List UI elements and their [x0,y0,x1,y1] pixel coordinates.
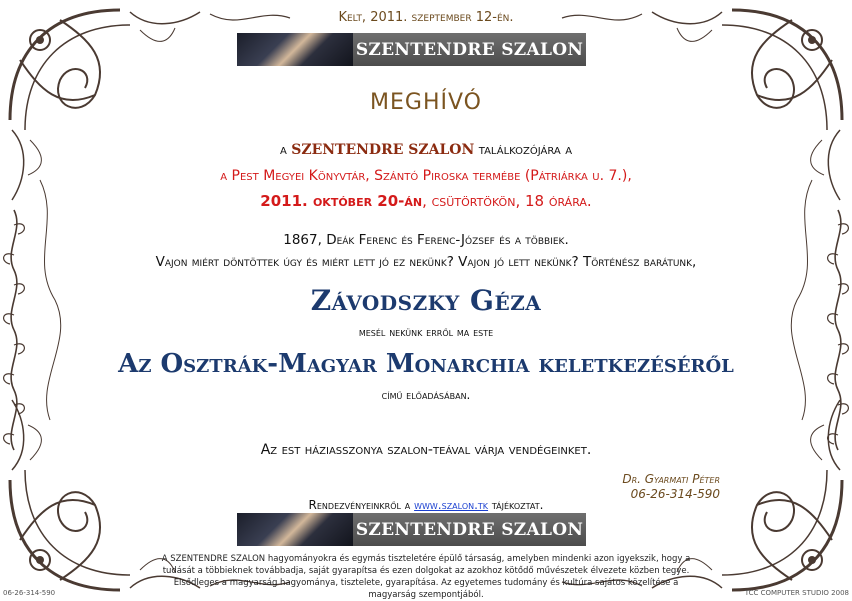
lecture-suffix: című előadásában. [381,388,471,402]
intro-line-2: Vajon miért döntöttek úgy és miért lett jó ez nekünk? Vajon jó lett nekünk? Történész barátunk, [155,254,697,270]
society-description: A SZENTENDRE SZALON hagyományokra és egymás tiszteletére épülő társaság, amelyben mindenki azon igyekszik, hogy a tudását a többieknek továbbadja, saját gyarapítsa és ezen dolgokat az azokhoz kötődő művészetek élvezete közben tegye. Elsődleges a magyarság hagyománya, tisztelete, gyarapítása. Az egyetemes tudomány és kultúra sajátos közelítése a magyarság szempontjából. [161,554,691,600]
hostess-note: Az est háziasszonya szalon-teával várja vendégeinket. [260,442,592,458]
handshake-photo [237,33,353,66]
banner-text: SZENTENDRE SZALON [355,39,584,60]
handshake-photo [237,513,353,546]
info-line [0,498,852,512]
lecture-topic: Az Osztrák-Magyar Monarchia keletkezéséről [118,349,734,379]
speaker-intro: mesél nekünk erről ma este [358,325,494,339]
invite-line-1 [0,142,852,158]
invitation-title: MEGHÍVÓ [370,90,482,115]
info-pre: Rendezvényeinkről a [308,498,411,512]
brand-banner-top [237,33,586,66]
event-datetime [0,192,852,210]
intro-line-1: 1867, Deák Ferenc és Ferenc-József és a többiek. [283,232,569,248]
invite-line-1-post: találkozójára a [478,142,573,158]
event-date: 2011. október 20-án [260,192,423,210]
signature-name: Dr. Gyarmati Péter [622,472,720,486]
issue-date: Kelt, 2011. szeptember 12-én. [338,10,514,25]
banner-text: SZENTENDRE SZALON [355,519,584,540]
event-location: a Pest Megyei Könyvtár, Szántó Piroska termébe (Pátriárka u. 7.), [220,168,632,184]
event-time: , csütörtökön, 18 órára. [422,192,592,210]
info-post: tájékoztat. [491,498,544,512]
corner-credit: TCC COMPUTER STUDIO 2008 [744,589,849,597]
signature-phone: 06-26-314-590 [630,487,720,501]
brand-banner-bottom [237,513,586,546]
invite-line-1-pre: a [279,142,287,158]
website-link[interactable]: www.szalon.tk [414,498,489,512]
invite-brand: SZENTENDRE SZALON [291,142,475,158]
speaker-name: Závodszky Géza [310,284,542,317]
corner-phone: 06-26-314-590 [3,589,56,597]
